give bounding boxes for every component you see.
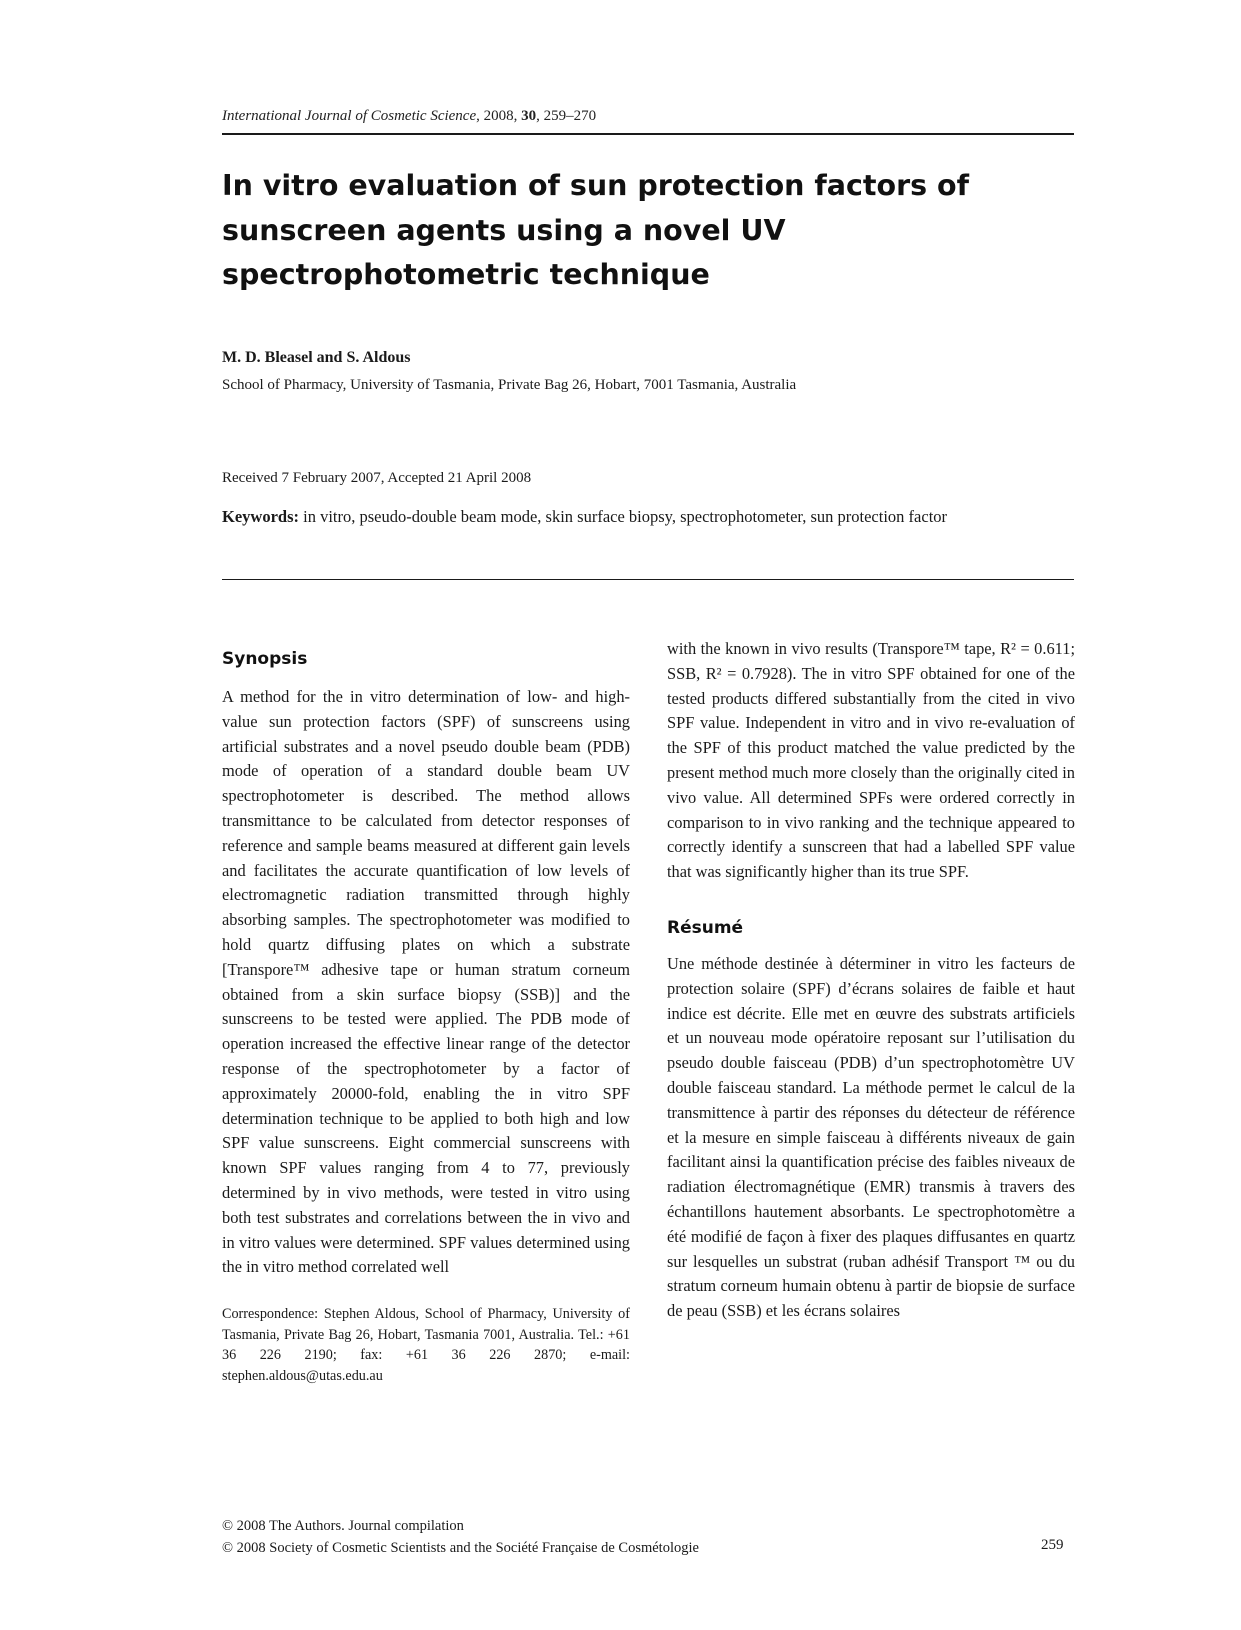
authors: M. D. Bleasel and S. Aldous xyxy=(222,349,411,366)
journal-citation xyxy=(222,108,1074,125)
page-number: 259 xyxy=(1041,1537,1064,1553)
resume-text: Une méthode destinée à déterminer in vitro les facteurs de protection solaire (SPF) d’écrans solaires de faible et haut indice est décrite. Elle met en œuvre des substrats artificiels et un nouveau mode opératoire reposant sur l’utilisation du pseudo double faisceau (PDB) d’un spectrophotomètre UV double faisceau standard. La méthode permet le calcul de la transmittence à partir des réponses du détecteur de référence et la mesure en simple faisceau à différents niveaux de gain facilitant ainsi la quantification précise des faibles niveaux de radiation électromagnétique (EMR) transmis à travers des échantillons hautement absorbants. Le spectrophotomètre a été modifié de façon à fixer des plaques diffusantes en quartz sur lesquelles un substrat (ruban adhésif Transport ™ ou du stratum corneum humain obtenu à partir de biopsie de surface de peau (SSB) et les écrans solaires xyxy=(667,953,1075,1321)
affiliation: School of Pharmacy, University of Tasmania, Private Bag 26, Hobart, 7001 Tasmania, Australia xyxy=(222,377,797,393)
copyright-line-2: © 2008 Society of Cosmetic Scientists and the Société Française de Cosmétologie xyxy=(222,1540,699,1556)
keywords xyxy=(222,505,1074,529)
article-title: In vitro evaluation of sun protection factors of sunscreen agents using a novel UV spectrophotometric technique xyxy=(222,169,970,291)
resume-heading: Résumé xyxy=(667,917,744,938)
left-column xyxy=(222,649,630,1386)
journal-pages: , 259–270 xyxy=(536,108,597,124)
keywords-label: Keywords: xyxy=(222,507,299,526)
synopsis-text: A method for the in vitro determination of low- and high-value sun protection factors (SPF) of sunscreens using artificial substrates and a novel pseudo double beam (PDB) mode of operation of a standard double beam UV spectrophotometer is described. The method allows transmittance to be calculated from detector responses of reference and sample beams measured at different gain levels and facilitates the accurate quantification of low levels of electromagnetic radiation transmitted through highly absorbing samples. The spectrophotometer was modified to hold quartz diffusing plates on which a substrate [Transpore™ adhesive tape or human stratum corneum obtained from a skin surface biopsy (SSB)] and the sunscreens to be tested were applied. The PDB mode of operation increased the effective linear range of the detector response of the spectrophotometer by a factor of approximately 20000-fold, enabling the in vitro SPF determination technique to be applied to both high and low SPF value sunscreens. Eight commercial sunscreens with known SPF values ranging from 4 to 77, previously determined by in vivo methods, were tested in vitro using both test substrates and correlations between the in vivo and in vitro values were determined. SPF values determined using the in vitro method correlated well xyxy=(222,687,630,1277)
header-rule xyxy=(222,133,1074,135)
section-rule xyxy=(222,579,1074,580)
synopsis-heading: Synopsis xyxy=(222,649,308,669)
synopsis-continuation: with the known in vivo results (Transpore™ tape, R² = 0.611; SSB, R² = 0.7928). The in vitro SPF obtained for one of the tested products differed substantially from the cited in vivo SPF value. Independent in vitro and in vivo re-evaluation of the SPF of this product matched the value predicted by the present method much more closely than the originally cited in vivo value. All determined SPFs were ordered correctly in comparison to in vivo ranking and the technique appeared to correctly identify a sunscreen that had a labelled SPF value that was significantly higher than its true SPF. xyxy=(667,639,1075,882)
correspondence-note: Correspondence: Stephen Aldous, School of Pharmacy, University of Tasmania, Private Bag 26, Hobart, Tasmania 7001, Australia. Tel.: +61 36 226 2190; fax: +61 36 226 2870; e-mail: stephen.aldous@utas.edu.au xyxy=(222,1306,630,1384)
right-column xyxy=(667,637,1075,1324)
keywords-text: in vitro, pseudo-double beam mode, skin surface biopsy, spectrophotometer, sun protection factor xyxy=(303,507,948,526)
journal-volume: 30 xyxy=(521,108,537,124)
copyright-line-1: © 2008 The Authors. Journal compilation xyxy=(222,1518,464,1534)
received-dates: Received 7 February 2007, Accepted 21 April 2008 xyxy=(222,470,532,486)
copyright-notice xyxy=(222,1515,699,1559)
journal-name: International Journal of Cosmetic Science xyxy=(222,108,477,124)
journal-year: , 2008, xyxy=(476,108,522,124)
